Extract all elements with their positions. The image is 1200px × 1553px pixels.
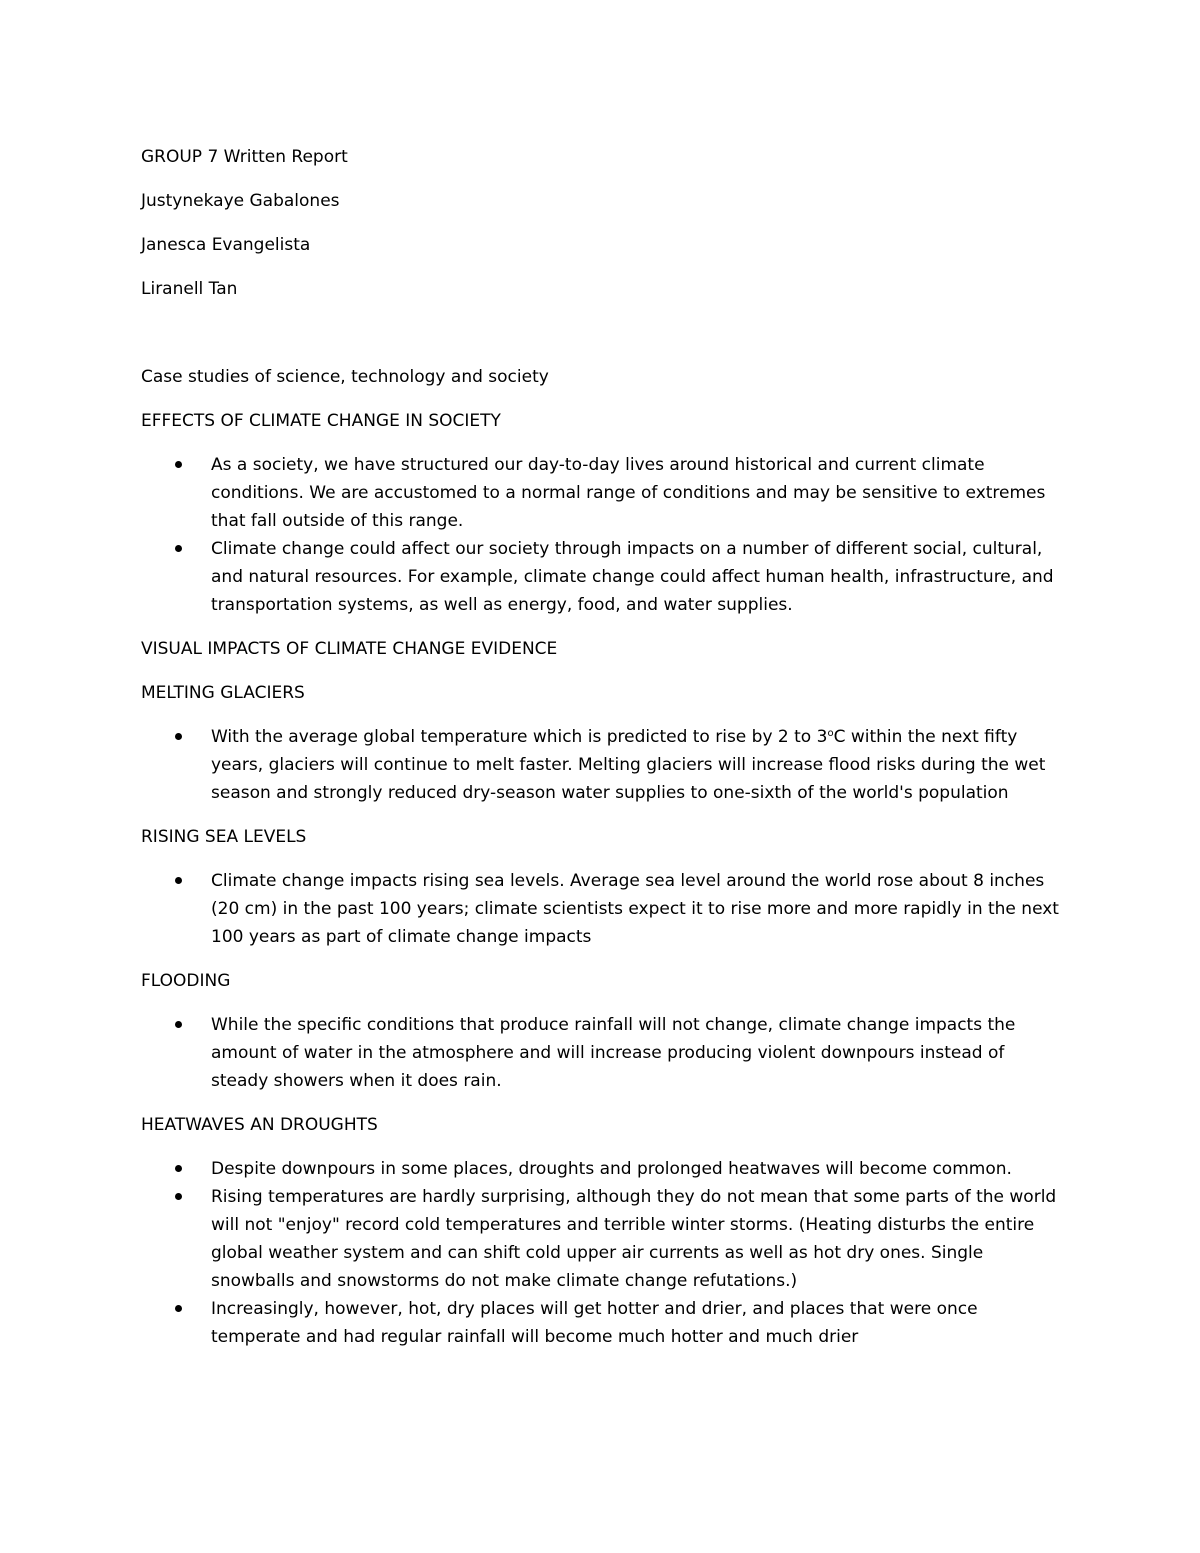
- section-heading: EFFECTS OF CLIMATE CHANGE IN SOCIETY: [141, 411, 501, 431]
- member-name: Liranell Tan: [141, 279, 238, 299]
- list-item: [141, 723, 1061, 807]
- section-heading: HEATWAVES AN DROUGHTS: [141, 1115, 378, 1135]
- list-item-text: As a society, we have structured our day-to-day lives around historical and current climate conditions. We are accustomed to a normal range of conditions and may be sensitive to extremes that fall outside of this range.: [211, 455, 1046, 531]
- bullet-list: [141, 1155, 1061, 1351]
- report-title: GROUP 7 Written Report: [141, 147, 348, 167]
- bullet-icon: [175, 545, 182, 552]
- list-item: [141, 1183, 1061, 1295]
- list-item-text: Despite downpours in some places, droughts and prolonged heatwaves will become common.: [211, 1159, 1012, 1179]
- bullet-icon: [175, 733, 182, 740]
- degree-superscript: o: [827, 728, 834, 739]
- list-item: [141, 1011, 1061, 1095]
- section-heading: MELTING GLACIERS: [141, 683, 305, 703]
- list-item-text: Climate change could affect our society through impacts on a number of different social, cultural, and natural resources. For example, climate change could affect human health, infrastructure, and transportation systems, as well as energy, food, and water supplies.: [211, 539, 1054, 615]
- section-heading: RISING SEA LEVELS: [141, 827, 307, 847]
- list-item-text: [211, 723, 1061, 807]
- list-item: [141, 535, 1061, 619]
- list-item-text: While the specific conditions that produce rainfall will not change, climate change impacts the amount of water in the atmosphere and will increase producing violent downpours instead of steady showers when it does rain.: [211, 1015, 1016, 1091]
- list-item: [141, 1295, 1061, 1351]
- bullet-icon: [175, 1193, 182, 1200]
- member-name: Justynekaye Gabalones: [141, 191, 340, 211]
- section-heading: VISUAL IMPACTS OF CLIMATE CHANGE EVIDENCE: [141, 639, 558, 659]
- bullet-list: [141, 867, 1061, 951]
- list-item-text: Climate change impacts rising sea levels. Average sea level around the world rose about 8 inches (20 cm) in the past 100 years; climate scientists expect it to rise more and more rapidly in the next 100 years as part of climate change impacts: [211, 871, 1059, 947]
- bullet-list: [141, 1011, 1061, 1095]
- bullet-list: [141, 723, 1061, 807]
- list-item: [141, 451, 1061, 535]
- document-body: [141, 143, 1061, 1351]
- bullet-icon: [175, 1021, 182, 1028]
- list-item-text: Increasingly, however, hot, dry places will get hotter and drier, and places that were once temperate and had regular rainfall will become much hotter and much drier: [211, 1299, 978, 1347]
- bullet-icon: [175, 461, 182, 468]
- text-run: With the average global temperature which is predicted to rise by 2 to 3: [211, 727, 828, 747]
- list-item: [141, 867, 1061, 951]
- list-item-text: Rising temperatures are hardly surprising, although they do not mean that some parts of the world will not "enjoy" record cold temperatures and terrible winter storms. (Heating disturbs the entire global weather system and can shift cold upper air currents as well as hot dry ones. Single snowballs and snowstorms do not make climate change refutations.): [211, 1187, 1057, 1291]
- list-item: [141, 1155, 1061, 1183]
- text-run: C within the next fifty years, glaciers will continue to melt faster. Melting glaciers will increase flood risks during the wet season and strongly reduced dry-season water supplies to one-sixth of the world's population: [211, 727, 1046, 803]
- bullet-icon: [175, 877, 182, 884]
- bullet-list: [141, 451, 1061, 619]
- member-name: Janesca Evangelista: [141, 235, 311, 255]
- bullet-icon: [175, 1305, 182, 1312]
- section-heading: FLOODING: [141, 971, 231, 991]
- bullet-icon: [175, 1165, 182, 1172]
- subject-line: Case studies of science, technology and society: [141, 367, 549, 387]
